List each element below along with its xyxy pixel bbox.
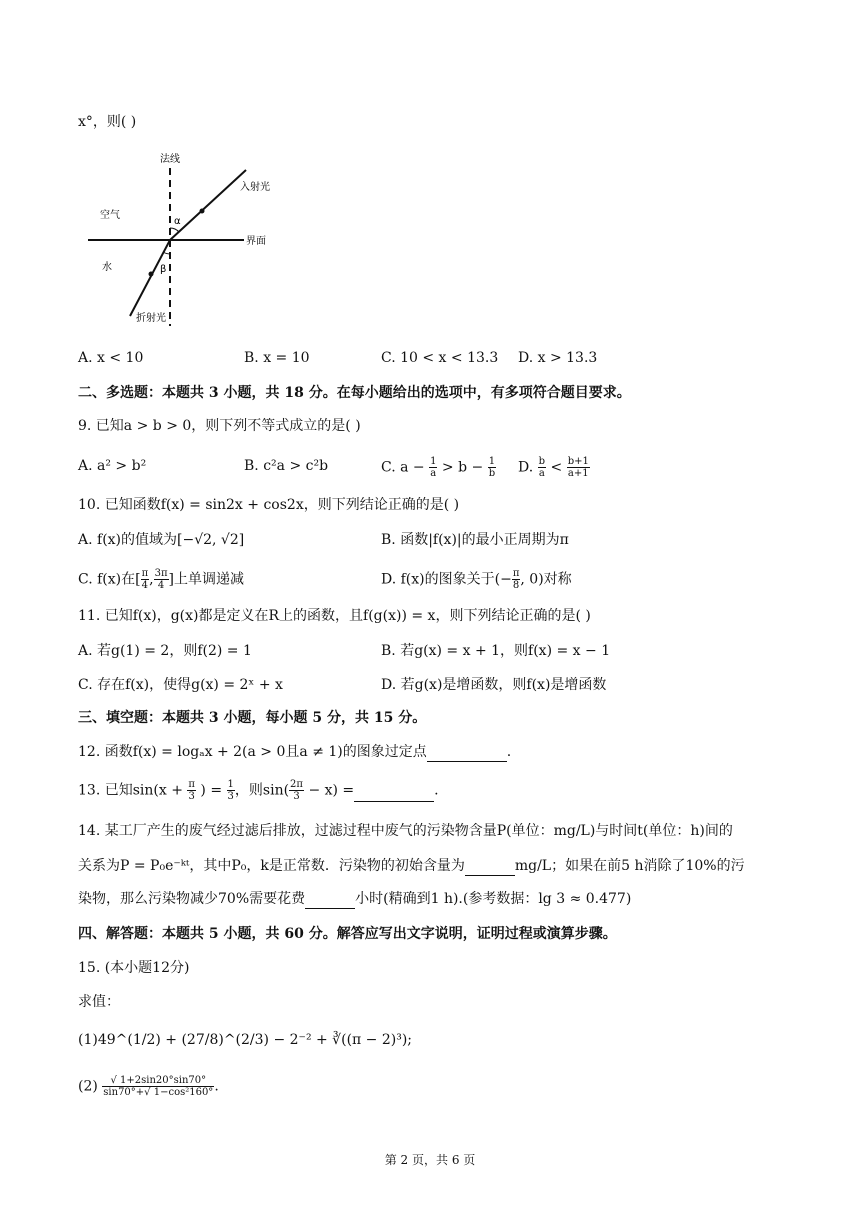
beta-label: β [160,264,167,275]
q8-stem-tail: x°，则( ) [78,114,137,130]
q14-line-3: 染物，那么污染物减少70%需要花费 小时(精确到1 h).(参考数据：lg 3 ≈ 0.477) [78,891,632,907]
section-3-heading: 三、填空题：本题共 3 小题，每小题 5 分，共 15 分。 [78,710,427,726]
q8-option-b: B. x = 10 [244,350,310,366]
fraction: $\frac{b+1}{a+1}$ [567,456,589,479]
answer-blank [305,894,355,909]
fraction: $\frac{\pi}{8}$ [512,568,520,591]
answer-blank [354,787,434,802]
beta-arc [163,252,170,254]
q10-stem: 10. 已知函数f(x) = sin2x + cos2x，则下列结论正确的是( ) [78,497,460,513]
q9-option-a: A. a² > b² [78,458,147,474]
fraction: $\frac{2\pi}{3}$ [290,779,303,802]
air-label: 空气 [100,210,120,221]
q9-option-c: C. a − $\frac{1}{a}$ > b − $\frac{1}{b}$ [381,456,496,479]
refraction-figure [86,148,286,328]
alpha-arc [170,228,179,232]
q11-option-b: B. 若g(x) = x + 1，则f(x) = x − 1 [381,643,611,659]
q9-option-d: D. $\frac{b}{a}$ < $\frac{b+1}{a+1}$ [518,456,589,479]
q9-stem: 9. 已知a > b > 0，则下列不等式成立的是( ) [78,418,361,434]
page-footer: 第 2 页，共 6 页 [384,1153,476,1167]
answer-blank [465,861,515,876]
q13-text: 13. 已知sin(x + $\frac{\pi}{3}$ ) = $\frac{1}{3}$ ，则sin( $\frac{2\pi}{3}$ − x) = . [78,779,439,802]
q15-part-2: (2) $\frac{√ 1+2\sin 20^\circ\sin 70^\circ}{\text{sin70°+√ 1−cos²160°}}$ . [78,1075,219,1098]
q15-part-1: (1)49^(1/2) + (27/8)^(2/3) − 2⁻² + ∛((π − 2)³); [78,1032,413,1048]
refracted-label: 折射光 [136,313,166,324]
fraction: $\frac{1}{3}$ [227,779,234,802]
q15-heading: 15. (本小题12分) [78,960,190,976]
fraction: $\frac{1}{a}$ [430,456,437,479]
refracted-ray [130,240,170,316]
q10-option-a: A. f(x)的值域为[−√2, √2] [78,532,245,548]
interface-label: 界面 [246,236,266,247]
fraction: $\frac{b}{a}$ [538,456,546,479]
incident-ray [170,170,246,240]
q11-option-a: A. 若g(1) = 2，则f(2) = 1 [78,643,252,659]
incident-label: 入射光 [240,182,270,193]
q11-option-c: C. 存在f(x)，使得g(x) = 2ˣ + x [78,677,283,693]
section-4-heading: 四、解答题：本题共 5 小题，共 60 分。解答应写出文字说明，证明过程或演算步骤。 [78,926,617,942]
q8-option-a: A. x < 10 [78,350,144,366]
fraction: $\frac{1}{b}$ [488,456,496,479]
incident-arrow-dot [200,209,205,214]
q8-option-c: C. 10 < x < 13.3 [381,350,499,366]
q11-option-d: D. 若g(x)是增函数，则f(x)是增函数 [381,677,607,693]
q14-line-2: 关系为P = P₀e⁻ᵏᵗ，其中P₀，k是正常数．污染物的初始含量为 mg/L；如果在前5 h消除了10%的污 [78,858,745,874]
q10-option-c: C. f(x)在[ $\frac{\pi}{4}$ , $\frac{3\pi}{4}$ ]上单调递减 [78,568,245,591]
fraction: $\frac{\pi}{4}$ [141,568,149,591]
q10-option-d: D. f(x)的图象关于(− $\frac{\pi}{8}$ , 0)对称 [381,568,572,591]
alpha-label: α [174,216,181,227]
fraction: $\frac{√ 1+2\sin 20^\circ\sin 70^\circ}{\text{sin70°+√ 1−cos²160°}}$ [103,1075,214,1098]
refracted-arrow-dot [149,272,154,277]
q8-option-d: D. x > 13.3 [518,350,598,366]
fraction: $\frac{3\pi}{4}$ [154,568,168,591]
fraction: $\frac{\pi}{3}$ [188,779,195,802]
normal-label: 法线 [160,154,180,165]
q15-ask: 求值： [78,994,120,1010]
section-2-heading: 二、多选题：本题共 3 小题，共 18 分。在每小题给出的选项中，有多项符合题目要求。 [78,385,631,401]
water-label: 水 [102,262,112,273]
q11-stem: 11. 已知f(x)，g(x)都是定义在R上的函数，且f(g(x)) = x，则下列结论正确的是( ) [78,608,591,624]
q9-option-b: B. c²a > c²b [244,458,329,474]
answer-blank [427,747,507,762]
q14-line-1: 14. 某工厂产生的废气经过滤后排放，过滤过程中废气的污染物含量P(单位：mg/L)与时间t(单位：h)间的 [78,823,733,839]
q12-text: 12. 函数f(x) = logₐx + 2(a > 0且a ≠ 1)的图象过定点 . [78,744,512,760]
q10-option-b: B. 函数|f(x)|的最小正周期为π [381,532,569,548]
